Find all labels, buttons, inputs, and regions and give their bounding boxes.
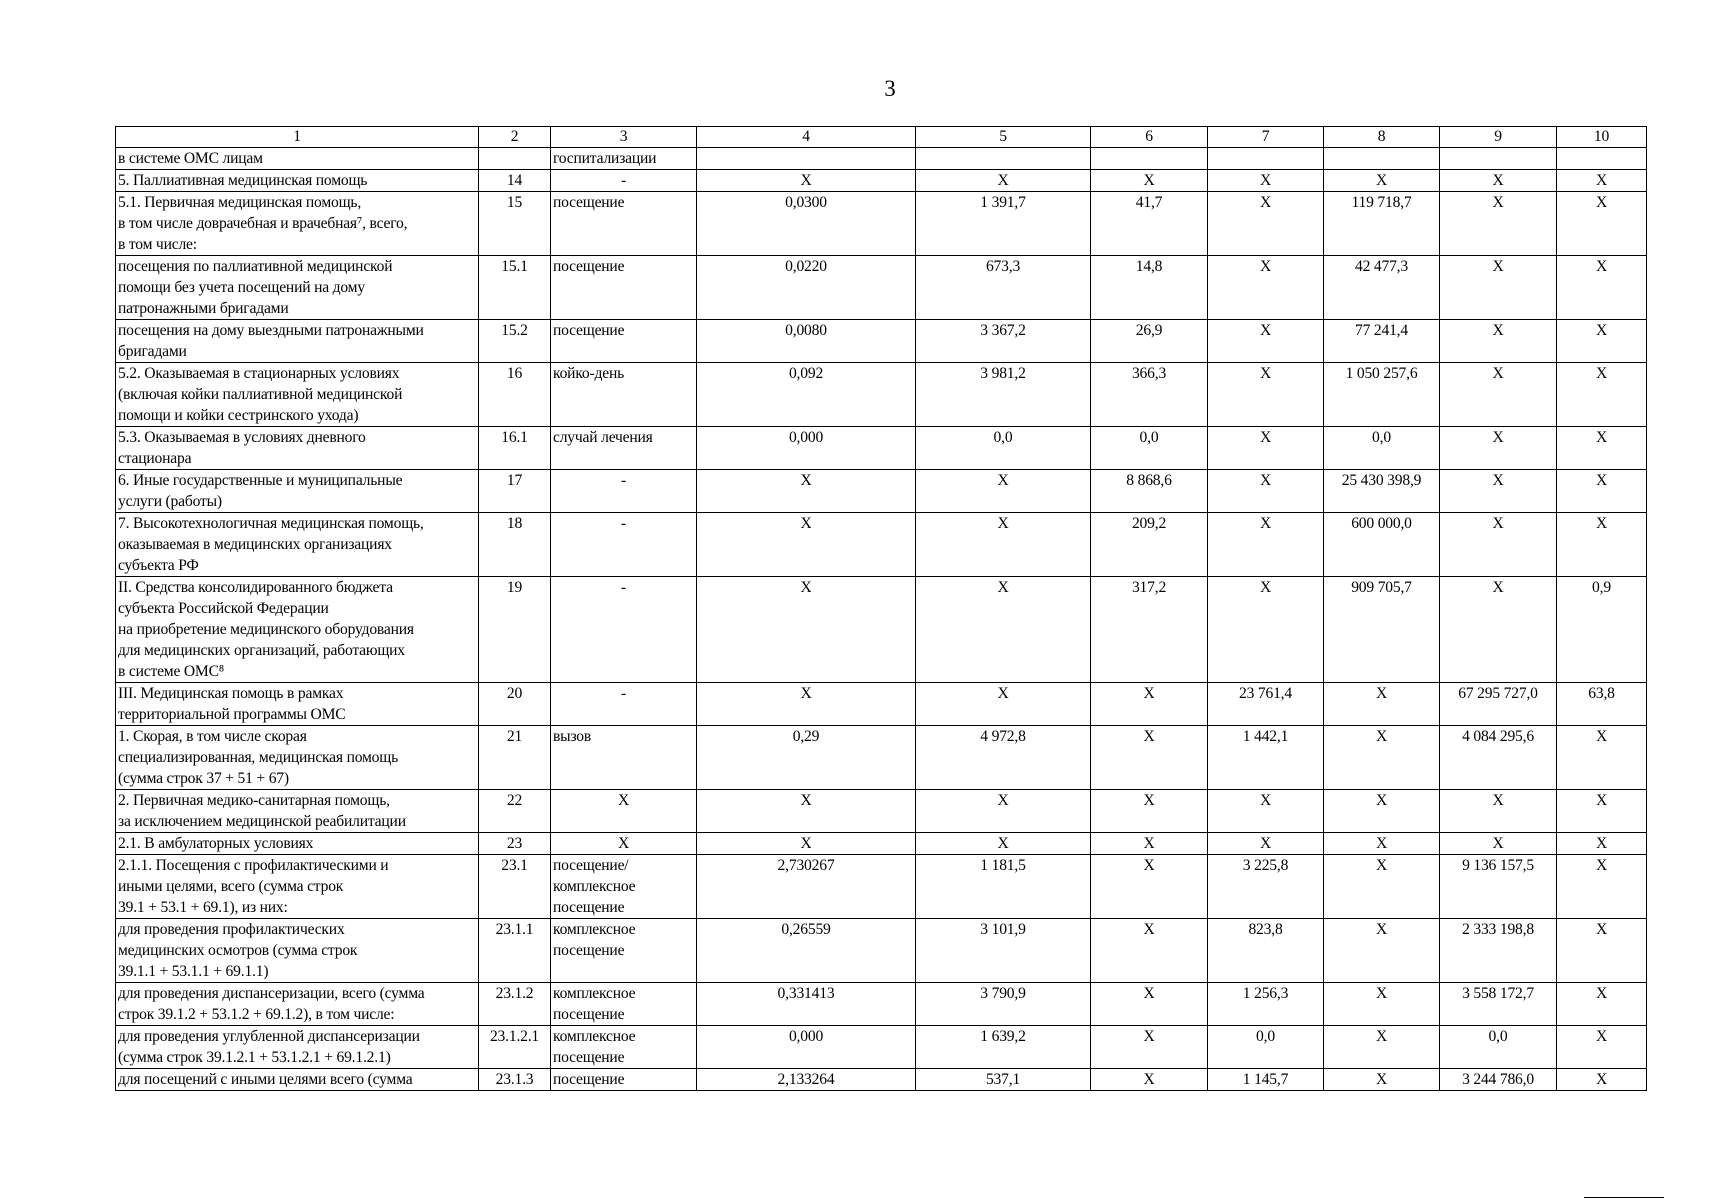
value-cell-10: X xyxy=(1557,256,1647,320)
unit-cell: - xyxy=(551,683,697,726)
value-cell-5: 1 391,7 xyxy=(916,192,1091,256)
table-row xyxy=(116,577,1647,683)
value-cell-6: X xyxy=(1091,726,1208,790)
value-cell-9: 4 084 295,6 xyxy=(1440,726,1557,790)
value-cell-9: X xyxy=(1440,790,1557,833)
value-cell-8: X xyxy=(1324,1026,1440,1069)
value-cell-4: X xyxy=(697,683,916,726)
value-cell-7: 823,8 xyxy=(1208,919,1324,983)
value-cell-8: X xyxy=(1324,833,1440,855)
row-name-cell: 5.1. Первичная медицинская помощь, в том числе доврачебная и врачебная⁷, всего, в том числе: xyxy=(116,192,479,256)
unit-cell: - xyxy=(551,470,697,513)
value-cell-6: 0,0 xyxy=(1091,427,1208,470)
value-cell-7: X xyxy=(1208,192,1324,256)
value-cell-5: 673,3 xyxy=(916,256,1091,320)
value-cell-8: 1 050 257,6 xyxy=(1324,363,1440,427)
value-cell-6: X xyxy=(1091,170,1208,192)
value-cell-10: X xyxy=(1557,726,1647,790)
row-code-cell: 21 xyxy=(479,726,551,790)
row-name-cell: 2.1.1. Посещения с профилактическими и иными целями, всего (сумма строк 39.1 + 53.1 + 69.1), из них: xyxy=(116,855,479,919)
value-cell-9: X xyxy=(1440,577,1557,683)
value-cell-9 xyxy=(1440,148,1557,170)
value-cell-9: 0,0 xyxy=(1440,1026,1557,1069)
value-cell-5: 1 181,5 xyxy=(916,855,1091,919)
row-name-cell: для посещений с иными целями всего (сумма xyxy=(116,1069,479,1091)
value-cell-6: 366,3 xyxy=(1091,363,1208,427)
column-header: 1 xyxy=(116,127,479,148)
row-name-cell: 2. Первичная медико-санитарная помощь, за исключением медицинской реабилитации xyxy=(116,790,479,833)
row-code-cell: 23.1.3 xyxy=(479,1069,551,1091)
table-row xyxy=(116,790,1647,833)
value-cell-4: X xyxy=(697,833,916,855)
row-name-cell: в системе ОМС лицам xyxy=(116,148,479,170)
value-cell-8: X xyxy=(1324,855,1440,919)
page-number: 3 xyxy=(884,76,896,101)
value-cell-5 xyxy=(916,148,1091,170)
row-code-cell: 20 xyxy=(479,683,551,726)
row-code-cell: 14 xyxy=(479,170,551,192)
row-code-cell: 23.1.2.1 xyxy=(479,1026,551,1069)
row-code-cell: 16.1 xyxy=(479,427,551,470)
value-cell-5: 3 101,9 xyxy=(916,919,1091,983)
value-cell-7: 1 442,1 xyxy=(1208,726,1324,790)
value-cell-6: X xyxy=(1091,983,1208,1026)
row-code-cell: 15.1 xyxy=(479,256,551,320)
value-cell-9: X xyxy=(1440,320,1557,363)
value-cell-10: X xyxy=(1557,513,1647,577)
value-cell-9: 3 244 786,0 xyxy=(1440,1069,1557,1091)
value-cell-6: X xyxy=(1091,790,1208,833)
table-row xyxy=(116,256,1647,320)
value-cell-5: 0,0 xyxy=(916,427,1091,470)
table-row xyxy=(116,513,1647,577)
value-cell-10: X xyxy=(1557,470,1647,513)
value-cell-4: 0,331413 xyxy=(697,983,916,1026)
table-row xyxy=(116,363,1647,427)
row-code-cell: 18 xyxy=(479,513,551,577)
column-header: 6 xyxy=(1091,127,1208,148)
column-header: 10 xyxy=(1557,127,1647,148)
row-name-cell: 2.1. В амбулаторных условиях xyxy=(116,833,479,855)
row-code-cell: 23.1.1 xyxy=(479,919,551,983)
data-table xyxy=(115,126,1647,1091)
value-cell-7: X xyxy=(1208,363,1324,427)
table-row xyxy=(116,470,1647,513)
value-cell-6: 26,9 xyxy=(1091,320,1208,363)
row-code-cell: 15.2 xyxy=(479,320,551,363)
table-row xyxy=(116,1069,1647,1091)
value-cell-7 xyxy=(1208,148,1324,170)
row-name-cell: 5.3. Оказываемая в условиях дневного стационара xyxy=(116,427,479,470)
value-cell-7: 1 145,7 xyxy=(1208,1069,1324,1091)
value-cell-8: X xyxy=(1324,919,1440,983)
value-cell-10: X xyxy=(1557,170,1647,192)
value-cell-10: X xyxy=(1557,363,1647,427)
value-cell-9: X xyxy=(1440,256,1557,320)
value-cell-7: X xyxy=(1208,170,1324,192)
table-row xyxy=(116,427,1647,470)
value-cell-4: X xyxy=(697,790,916,833)
value-cell-9: X xyxy=(1440,427,1557,470)
unit-cell: - xyxy=(551,577,697,683)
value-cell-7: X xyxy=(1208,320,1324,363)
row-name-cell: III. Медицинская помощь в рамках территориальной программы ОМС xyxy=(116,683,479,726)
value-cell-6: X xyxy=(1091,855,1208,919)
unit-cell: вызов xyxy=(551,726,697,790)
value-cell-7: 1 256,3 xyxy=(1208,983,1324,1026)
unit-cell: посещение xyxy=(551,256,697,320)
unit-cell: случай лечения xyxy=(551,427,697,470)
unit-cell: посещение xyxy=(551,320,697,363)
value-cell-5: X xyxy=(916,833,1091,855)
unit-cell: посещение xyxy=(551,192,697,256)
value-cell-4: 2,133264 xyxy=(697,1069,916,1091)
value-cell-8: X xyxy=(1324,1069,1440,1091)
unit-cell: комплексное посещение xyxy=(551,919,697,983)
value-cell-4: 0,000 xyxy=(697,1026,916,1069)
row-name-cell: для проведения диспансеризации, всего (сумма строк 39.1.2 + 53.1.2 + 69.1.2), в том числе: xyxy=(116,983,479,1026)
row-code-cell: 22 xyxy=(479,790,551,833)
footer-rule xyxy=(1584,1197,1664,1198)
value-cell-4: X xyxy=(697,513,916,577)
value-cell-6: X xyxy=(1091,1026,1208,1069)
value-cell-8: 119 718,7 xyxy=(1324,192,1440,256)
column-header: 5 xyxy=(916,127,1091,148)
row-name-cell: 7. Высокотехнологичная медицинская помощь, оказываемая в медицинских организациях субъекта РФ xyxy=(116,513,479,577)
value-cell-10: X xyxy=(1557,790,1647,833)
column-header: 8 xyxy=(1324,127,1440,148)
value-cell-5: 3 981,2 xyxy=(916,363,1091,427)
value-cell-9: 67 295 727,0 xyxy=(1440,683,1557,726)
value-cell-9: 3 558 172,7 xyxy=(1440,983,1557,1026)
table-row xyxy=(116,919,1647,983)
value-cell-6: X xyxy=(1091,919,1208,983)
value-cell-7: X xyxy=(1208,833,1324,855)
value-cell-4: 0,000 xyxy=(697,427,916,470)
row-code-cell: 15 xyxy=(479,192,551,256)
unit-cell: койко-день xyxy=(551,363,697,427)
value-cell-10 xyxy=(1557,148,1647,170)
value-cell-5: 3 790,9 xyxy=(916,983,1091,1026)
value-cell-4: 2,730267 xyxy=(697,855,916,919)
value-cell-4: 0,092 xyxy=(697,363,916,427)
value-cell-6: X xyxy=(1091,833,1208,855)
value-cell-9: X xyxy=(1440,470,1557,513)
value-cell-8: X xyxy=(1324,726,1440,790)
value-cell-8 xyxy=(1324,148,1440,170)
row-name-cell: 6. Иные государственные и муниципальные услуги (работы) xyxy=(116,470,479,513)
value-cell-4: 0,0080 xyxy=(697,320,916,363)
value-cell-9: X xyxy=(1440,192,1557,256)
value-cell-7: 3 225,8 xyxy=(1208,855,1324,919)
value-cell-7: X xyxy=(1208,470,1324,513)
value-cell-7: 23 761,4 xyxy=(1208,683,1324,726)
header-row xyxy=(116,127,1647,148)
value-cell-7: X xyxy=(1208,513,1324,577)
unit-cell: - xyxy=(551,513,697,577)
value-cell-5: 1 639,2 xyxy=(916,1026,1091,1069)
value-cell-6: 14,8 xyxy=(1091,256,1208,320)
value-cell-9: 2 333 198,8 xyxy=(1440,919,1557,983)
row-code-cell: 23.1.2 xyxy=(479,983,551,1026)
value-cell-10: X xyxy=(1557,1026,1647,1069)
unit-cell: посещение/ комплексное посещение xyxy=(551,855,697,919)
value-cell-6 xyxy=(1091,148,1208,170)
row-code-cell: 17 xyxy=(479,470,551,513)
value-cell-8: X xyxy=(1324,683,1440,726)
value-cell-10: 0,9 xyxy=(1557,577,1647,683)
table-row xyxy=(116,192,1647,256)
value-cell-10: X xyxy=(1557,427,1647,470)
table-row xyxy=(116,683,1647,726)
value-cell-4: X xyxy=(697,170,916,192)
value-cell-8: 909 705,7 xyxy=(1324,577,1440,683)
value-cell-5: X xyxy=(916,683,1091,726)
column-header: 3 xyxy=(551,127,697,148)
row-name-cell: посещения на дому выездными патронажными бригадами xyxy=(116,320,479,363)
value-cell-10: 63,8 xyxy=(1557,683,1647,726)
value-cell-5: 3 367,2 xyxy=(916,320,1091,363)
value-cell-4: X xyxy=(697,470,916,513)
unit-cell: - xyxy=(551,170,697,192)
value-cell-7: X xyxy=(1208,790,1324,833)
table-row xyxy=(116,148,1647,170)
table-row xyxy=(116,320,1647,363)
value-cell-5: 4 972,8 xyxy=(916,726,1091,790)
row-name-cell: II. Средства консолидированного бюджета субъекта Российской Федерации на приобретение медицинского оборудования для медицинских организаций, работающих в системе ОМС⁸ xyxy=(116,577,479,683)
value-cell-8: X xyxy=(1324,790,1440,833)
value-cell-5: X xyxy=(916,170,1091,192)
row-code-cell: 23 xyxy=(479,833,551,855)
table-row xyxy=(116,1026,1647,1069)
column-header: 9 xyxy=(1440,127,1557,148)
table-row xyxy=(116,833,1647,855)
row-name-cell: посещения по паллиативной медицинской помощи без учета посещений на дому патронажными бригадами xyxy=(116,256,479,320)
value-cell-5: X xyxy=(916,513,1091,577)
value-cell-8: 77 241,4 xyxy=(1324,320,1440,363)
table-row xyxy=(116,726,1647,790)
column-header: 4 xyxy=(697,127,916,148)
row-name-cell: 1. Скорая, в том числе скорая специализированная, медицинская помощь (сумма строк 37 + 51 + 67) xyxy=(116,726,479,790)
value-cell-8: X xyxy=(1324,170,1440,192)
value-cell-8: X xyxy=(1324,983,1440,1026)
value-cell-7: X xyxy=(1208,256,1324,320)
value-cell-8: 25 430 398,9 xyxy=(1324,470,1440,513)
value-cell-6: X xyxy=(1091,1069,1208,1091)
value-cell-4: 0,0300 xyxy=(697,192,916,256)
unit-cell: комплексное посещение xyxy=(551,983,697,1026)
value-cell-10: X xyxy=(1557,983,1647,1026)
column-header: 7 xyxy=(1208,127,1324,148)
value-cell-9: X xyxy=(1440,833,1557,855)
value-cell-7: 0,0 xyxy=(1208,1026,1324,1069)
value-cell-6: X xyxy=(1091,683,1208,726)
column-header: 2 xyxy=(479,127,551,148)
value-cell-4: 0,0220 xyxy=(697,256,916,320)
value-cell-9: X xyxy=(1440,363,1557,427)
value-cell-10: X xyxy=(1557,833,1647,855)
value-cell-4 xyxy=(697,148,916,170)
value-cell-6: 209,2 xyxy=(1091,513,1208,577)
value-cell-9: X xyxy=(1440,513,1557,577)
row-code-cell: 23.1 xyxy=(479,855,551,919)
value-cell-8: 600 000,0 xyxy=(1324,513,1440,577)
row-name-cell: для проведения профилактических медицинских осмотров (сумма строк 39.1.1 + 53.1.1 + 69.1.1) xyxy=(116,919,479,983)
value-cell-10: X xyxy=(1557,192,1647,256)
unit-cell: комплексное посещение xyxy=(551,1026,697,1069)
value-cell-10: X xyxy=(1557,855,1647,919)
table-row xyxy=(116,170,1647,192)
row-code-cell xyxy=(479,148,551,170)
row-code-cell: 16 xyxy=(479,363,551,427)
value-cell-5: X xyxy=(916,470,1091,513)
value-cell-6: 41,7 xyxy=(1091,192,1208,256)
value-cell-10: X xyxy=(1557,320,1647,363)
unit-cell: посещение xyxy=(551,1069,697,1091)
unit-cell: X xyxy=(551,790,697,833)
value-cell-7: X xyxy=(1208,427,1324,470)
value-cell-8: 0,0 xyxy=(1324,427,1440,470)
value-cell-4: 0,29 xyxy=(697,726,916,790)
value-cell-8: 42 477,3 xyxy=(1324,256,1440,320)
value-cell-7: X xyxy=(1208,577,1324,683)
value-cell-4: 0,26559 xyxy=(697,919,916,983)
table-row xyxy=(116,983,1647,1026)
value-cell-10: X xyxy=(1557,1069,1647,1091)
row-name-cell: 5. Паллиативная медицинская помощь xyxy=(116,170,479,192)
row-name-cell: для проведения углубленной диспансеризации (сумма строк 39.1.2.1 + 53.1.2.1 + 69.1.2.1) xyxy=(116,1026,479,1069)
value-cell-9: 9 136 157,5 xyxy=(1440,855,1557,919)
unit-cell: госпитализации xyxy=(551,148,697,170)
row-name-cell: 5.2. Оказываемая в стационарных условиях (включая койки паллиативной медицинской помощи и койки сестринского ухода) xyxy=(116,363,479,427)
table-row xyxy=(116,855,1647,919)
value-cell-10: X xyxy=(1557,919,1647,983)
value-cell-9: X xyxy=(1440,170,1557,192)
unit-cell: X xyxy=(551,833,697,855)
value-cell-5: X xyxy=(916,790,1091,833)
value-cell-5: 537,1 xyxy=(916,1069,1091,1091)
value-cell-6: 8 868,6 xyxy=(1091,470,1208,513)
value-cell-6: 317,2 xyxy=(1091,577,1208,683)
value-cell-5: X xyxy=(916,577,1091,683)
value-cell-4: X xyxy=(697,577,916,683)
row-code-cell: 19 xyxy=(479,577,551,683)
